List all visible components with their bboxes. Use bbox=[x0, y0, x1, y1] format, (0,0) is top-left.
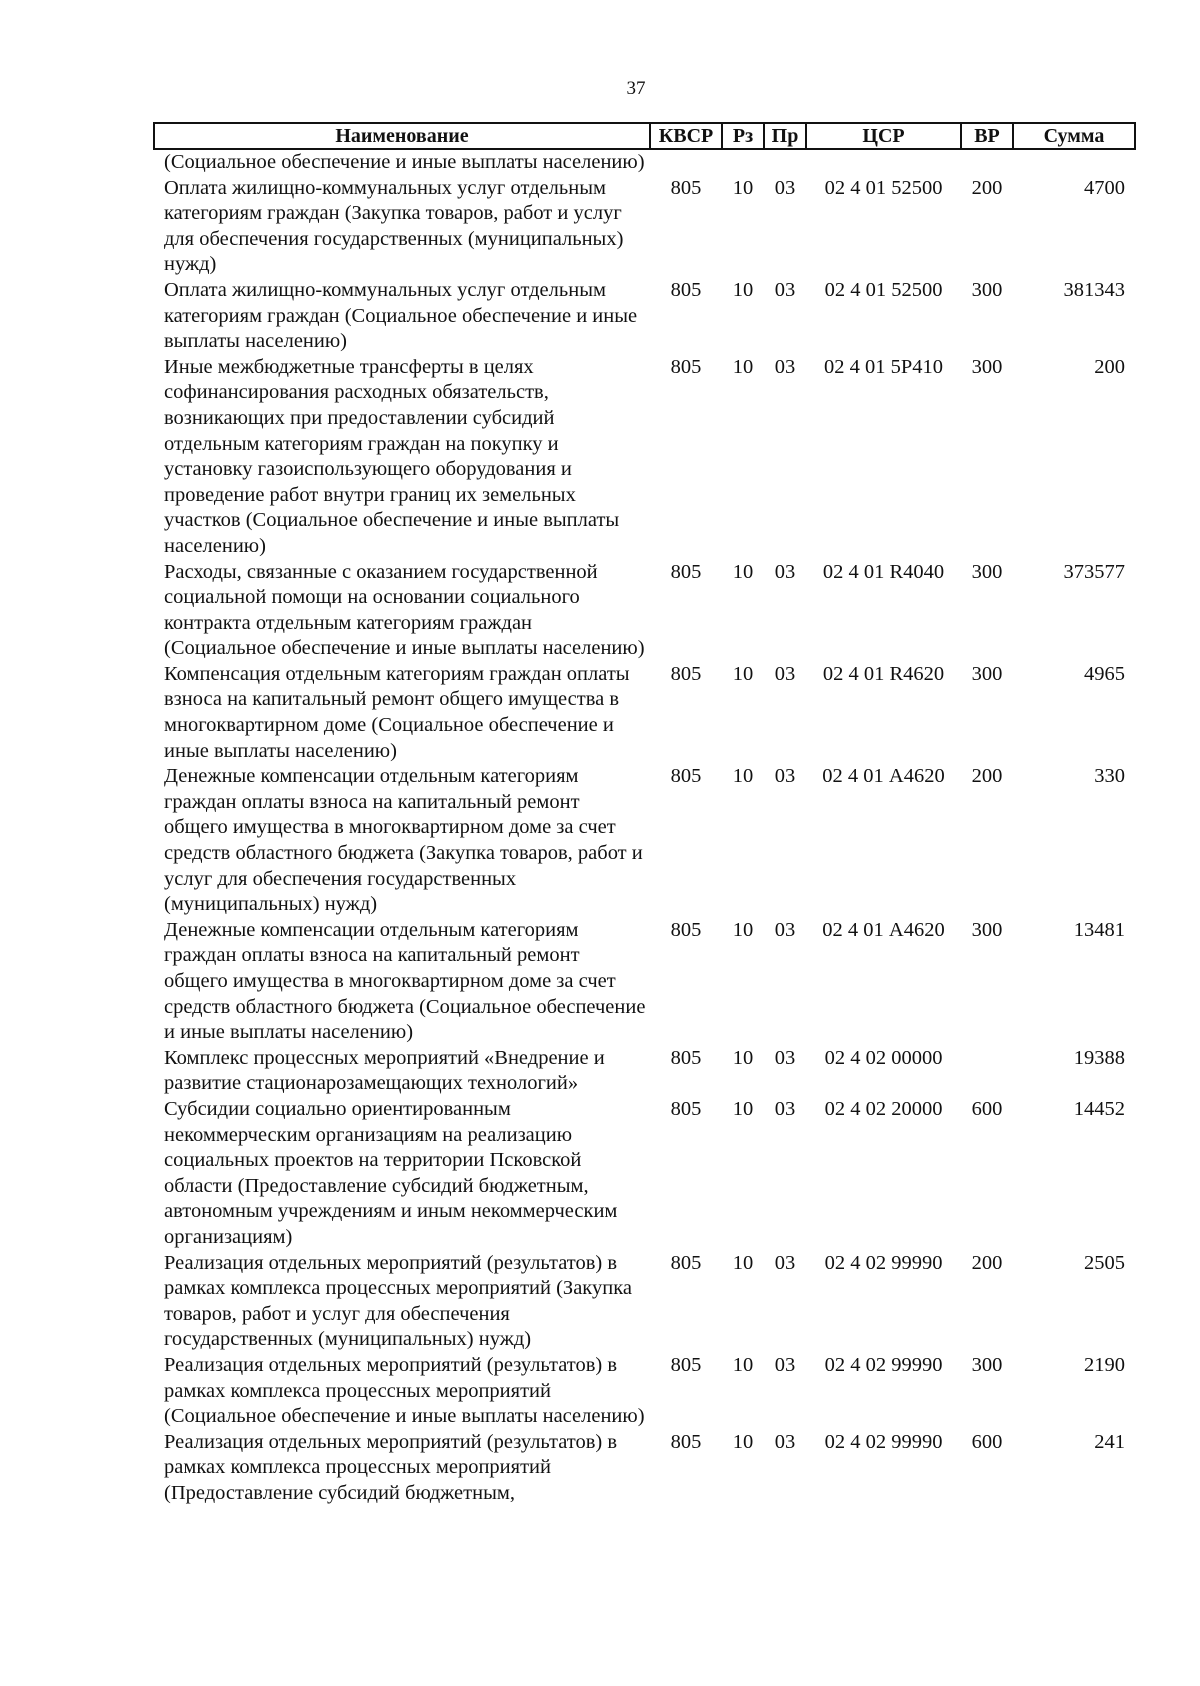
cell-csr: 02 4 01 А4620 bbox=[822, 765, 945, 788]
cell-csr: 02 4 02 00000 bbox=[824, 1046, 943, 1069]
cell-pr: 03 bbox=[774, 278, 796, 301]
table-row bbox=[154, 918, 1135, 1046]
cell-pr: 03 bbox=[774, 1046, 796, 1069]
header-pr: Пр bbox=[764, 123, 806, 149]
cell-name: Оплата жилищно-коммунальных услуг отдельным категориям граждан (Закупка товаров, работ и услуг для обеспечения государственных (муниципальных) нужд) bbox=[164, 176, 624, 276]
cell-kvsr: 805 bbox=[670, 1097, 702, 1120]
cell-kvsr: 805 bbox=[670, 278, 702, 301]
cell-rz: 10 bbox=[732, 1353, 754, 1376]
cell-csr: 02 4 02 20000 bbox=[824, 1097, 943, 1120]
table-row bbox=[154, 1430, 1135, 1507]
cell-name: Реализация отдельных мероприятий (результатов) в рамках комплекса процессных мероприятий (Предоставление субсидий бюджетным, bbox=[164, 1430, 618, 1504]
table-row bbox=[154, 355, 1135, 560]
table-row bbox=[154, 1251, 1135, 1353]
table-row bbox=[154, 1097, 1135, 1251]
cell-csr: 02 4 01 52500 bbox=[824, 278, 943, 301]
cell-csr: 02 4 02 99990 bbox=[824, 1353, 943, 1376]
cell-name: Денежные компенсации отдельным категориям граждан оплаты взноса на капитальный ремонт общего имущества в многоквартирном доме за счет средств областного бюджета (Закупка товаров, работ и услуг для обеспечения государственных (муниципальных) нужд) bbox=[164, 765, 643, 916]
cell-pr: 03 bbox=[774, 1430, 796, 1453]
table-row bbox=[154, 176, 1135, 278]
cell-amount: 4700 bbox=[1084, 176, 1125, 199]
cell-rz: 10 bbox=[732, 1097, 754, 1120]
cell-kvsr: 805 bbox=[670, 1353, 702, 1376]
cell-name: Иные межбюджетные трансферты в целях софинансирования расходных обязательств, возникающих при предоставлении субсидий отдельным категориям граждан на покупку и установку газоиспользующего оборудования и проведение работ внутри границ их земельных участков (Социальное обеспечение и иные выплаты населению) bbox=[164, 355, 620, 557]
cell-pr: 03 bbox=[774, 662, 796, 685]
cell-amount: 14452 bbox=[1073, 1097, 1125, 1120]
cell-vr: 600 bbox=[971, 1430, 1003, 1453]
cell-kvsr: 805 bbox=[670, 1430, 702, 1453]
cell-vr: 300 bbox=[971, 278, 1003, 301]
cell-vr: 200 bbox=[971, 176, 1003, 199]
cell-pr: 03 bbox=[774, 355, 796, 378]
cell-vr: 300 bbox=[971, 918, 1003, 941]
header-vr: ВР bbox=[961, 123, 1013, 149]
cell-csr: 02 4 02 99990 bbox=[824, 1251, 943, 1274]
cell-kvsr: 805 bbox=[670, 662, 702, 685]
cell-pr bbox=[764, 149, 806, 176]
cell-kvsr bbox=[650, 149, 722, 176]
cell-rz: 10 bbox=[732, 1046, 754, 1069]
cell-csr: 02 4 01 52500 bbox=[824, 176, 943, 199]
table-header-row bbox=[154, 123, 1135, 149]
header-rz: Рз bbox=[722, 123, 764, 149]
cell-csr: 02 4 01 R4620 bbox=[822, 662, 945, 685]
cell-rz: 10 bbox=[732, 176, 754, 199]
cell-name: Оплата жилищно-коммунальных услуг отдельным категориям граждан (Социальное обеспечение и иные выплаты населению) bbox=[164, 278, 638, 353]
table-row bbox=[154, 662, 1135, 764]
cell-vr: 300 bbox=[971, 662, 1003, 685]
header-amount: Сумма bbox=[1013, 123, 1135, 149]
cell-vr: 200 bbox=[971, 765, 1003, 788]
cell-kvsr: 805 bbox=[670, 176, 702, 199]
cell-kvsr: 805 bbox=[670, 918, 702, 941]
budget-table bbox=[153, 122, 1136, 1506]
cell-vr: 200 bbox=[971, 1251, 1003, 1274]
cell-amount: 373577 bbox=[1063, 560, 1125, 583]
cell-amount: 4965 bbox=[1084, 662, 1125, 685]
table-row bbox=[154, 149, 1135, 176]
cell-pr: 03 bbox=[774, 560, 796, 583]
cell-kvsr: 805 bbox=[670, 560, 702, 583]
table-row bbox=[154, 560, 1135, 662]
cell-rz: 10 bbox=[732, 355, 754, 378]
cell-pr: 03 bbox=[774, 918, 796, 941]
cell-name: (Социальное обеспечение и иные выплаты населению) bbox=[164, 151, 645, 173]
cell-pr: 03 bbox=[774, 1251, 796, 1274]
cell-rz: 10 bbox=[732, 1430, 754, 1453]
cell-name: Комплекс процессных мероприятий «Внедрение и развитие стационарозамещающих технологий» bbox=[164, 1046, 605, 1095]
cell-name: Расходы, связанные с оказанием государственной социальной помощи на основании социального контракта отдельным категориям граждан (Социальное обеспечение и иные выплаты населению) bbox=[164, 560, 645, 660]
cell-vr: 300 bbox=[971, 1353, 1003, 1376]
cell-name: Денежные компенсации отдельным категориям граждан оплаты взноса на капитальный ремонт общего имущества в многоквартирном доме за счет средств областного бюджета (Социальное обеспечение и иные выплаты населению) bbox=[164, 918, 646, 1044]
cell-vr bbox=[961, 149, 1013, 176]
cell-csr: 02 4 01 5Р410 bbox=[823, 355, 944, 378]
cell-kvsr: 805 bbox=[670, 765, 702, 788]
cell-name: Субсидии социально ориентированным некоммерческим организациям на реализацию социальных проектов на территории Псковской области (Предоставление субсидий бюджетным, автономным учреждениям и иным некоммерческим организациям) bbox=[164, 1097, 618, 1248]
cell-rz bbox=[722, 149, 764, 176]
cell-csr bbox=[806, 149, 961, 176]
table-row bbox=[154, 278, 1135, 355]
cell-csr: 02 4 01 R4040 bbox=[822, 560, 945, 583]
cell-amount: 381343 bbox=[1063, 278, 1125, 301]
cell-pr: 03 bbox=[774, 176, 796, 199]
cell-amount: 2505 bbox=[1084, 1251, 1125, 1274]
cell-amount bbox=[1013, 149, 1135, 176]
cell-rz: 10 bbox=[732, 278, 754, 301]
cell-name: Реализация отдельных мероприятий (результатов) в рамках комплекса процессных мероприятий (Закупка товаров, работ и услуг для обеспечения государственных (муниципальных) нужд) bbox=[164, 1251, 632, 1351]
cell-pr: 03 bbox=[774, 1353, 796, 1376]
cell-rz: 10 bbox=[732, 1251, 754, 1274]
cell-name: Реализация отдельных мероприятий (результатов) в рамках комплекса процессных мероприятий (Социальное обеспечение и иные выплаты населению) bbox=[164, 1353, 645, 1428]
cell-kvsr: 805 bbox=[670, 1251, 702, 1274]
cell-amount: 200 bbox=[1094, 355, 1125, 378]
cell-vr: 300 bbox=[971, 560, 1003, 583]
cell-vr: 600 bbox=[971, 1097, 1003, 1120]
cell-kvsr: 805 bbox=[670, 1046, 702, 1069]
header-csr: ЦСР bbox=[806, 123, 961, 149]
header-kvsr: КВСР bbox=[650, 123, 722, 149]
cell-pr: 03 bbox=[774, 765, 796, 788]
cell-name: Компенсация отдельным категориям граждан оплаты взноса на капитальный ремонт общего имущества в многоквартирном доме (Социальное обеспечение и иные выплаты населению) bbox=[164, 662, 630, 762]
cell-csr: 02 4 01 А4620 bbox=[822, 918, 945, 941]
cell-amount: 330 bbox=[1094, 765, 1125, 788]
table-row bbox=[154, 1353, 1135, 1430]
table-row bbox=[154, 764, 1135, 918]
cell-vr: 300 bbox=[971, 355, 1003, 378]
cell-kvsr: 805 bbox=[670, 355, 702, 378]
cell-pr: 03 bbox=[774, 1097, 796, 1120]
cell-amount: 19388 bbox=[1073, 1046, 1125, 1069]
cell-rz: 10 bbox=[732, 560, 754, 583]
cell-csr: 02 4 02 99990 bbox=[824, 1430, 943, 1453]
cell-rz: 10 bbox=[732, 662, 754, 685]
cell-rz: 10 bbox=[732, 765, 754, 788]
cell-amount: 2190 bbox=[1084, 1353, 1125, 1376]
page-number: 37 bbox=[626, 78, 646, 99]
cell-rz: 10 bbox=[732, 918, 754, 941]
table-row bbox=[154, 1046, 1135, 1097]
cell-amount: 13481 bbox=[1073, 918, 1125, 941]
cell-vr bbox=[961, 1046, 1013, 1097]
header-name: Наименование bbox=[154, 123, 650, 149]
cell-amount: 241 bbox=[1094, 1430, 1125, 1453]
